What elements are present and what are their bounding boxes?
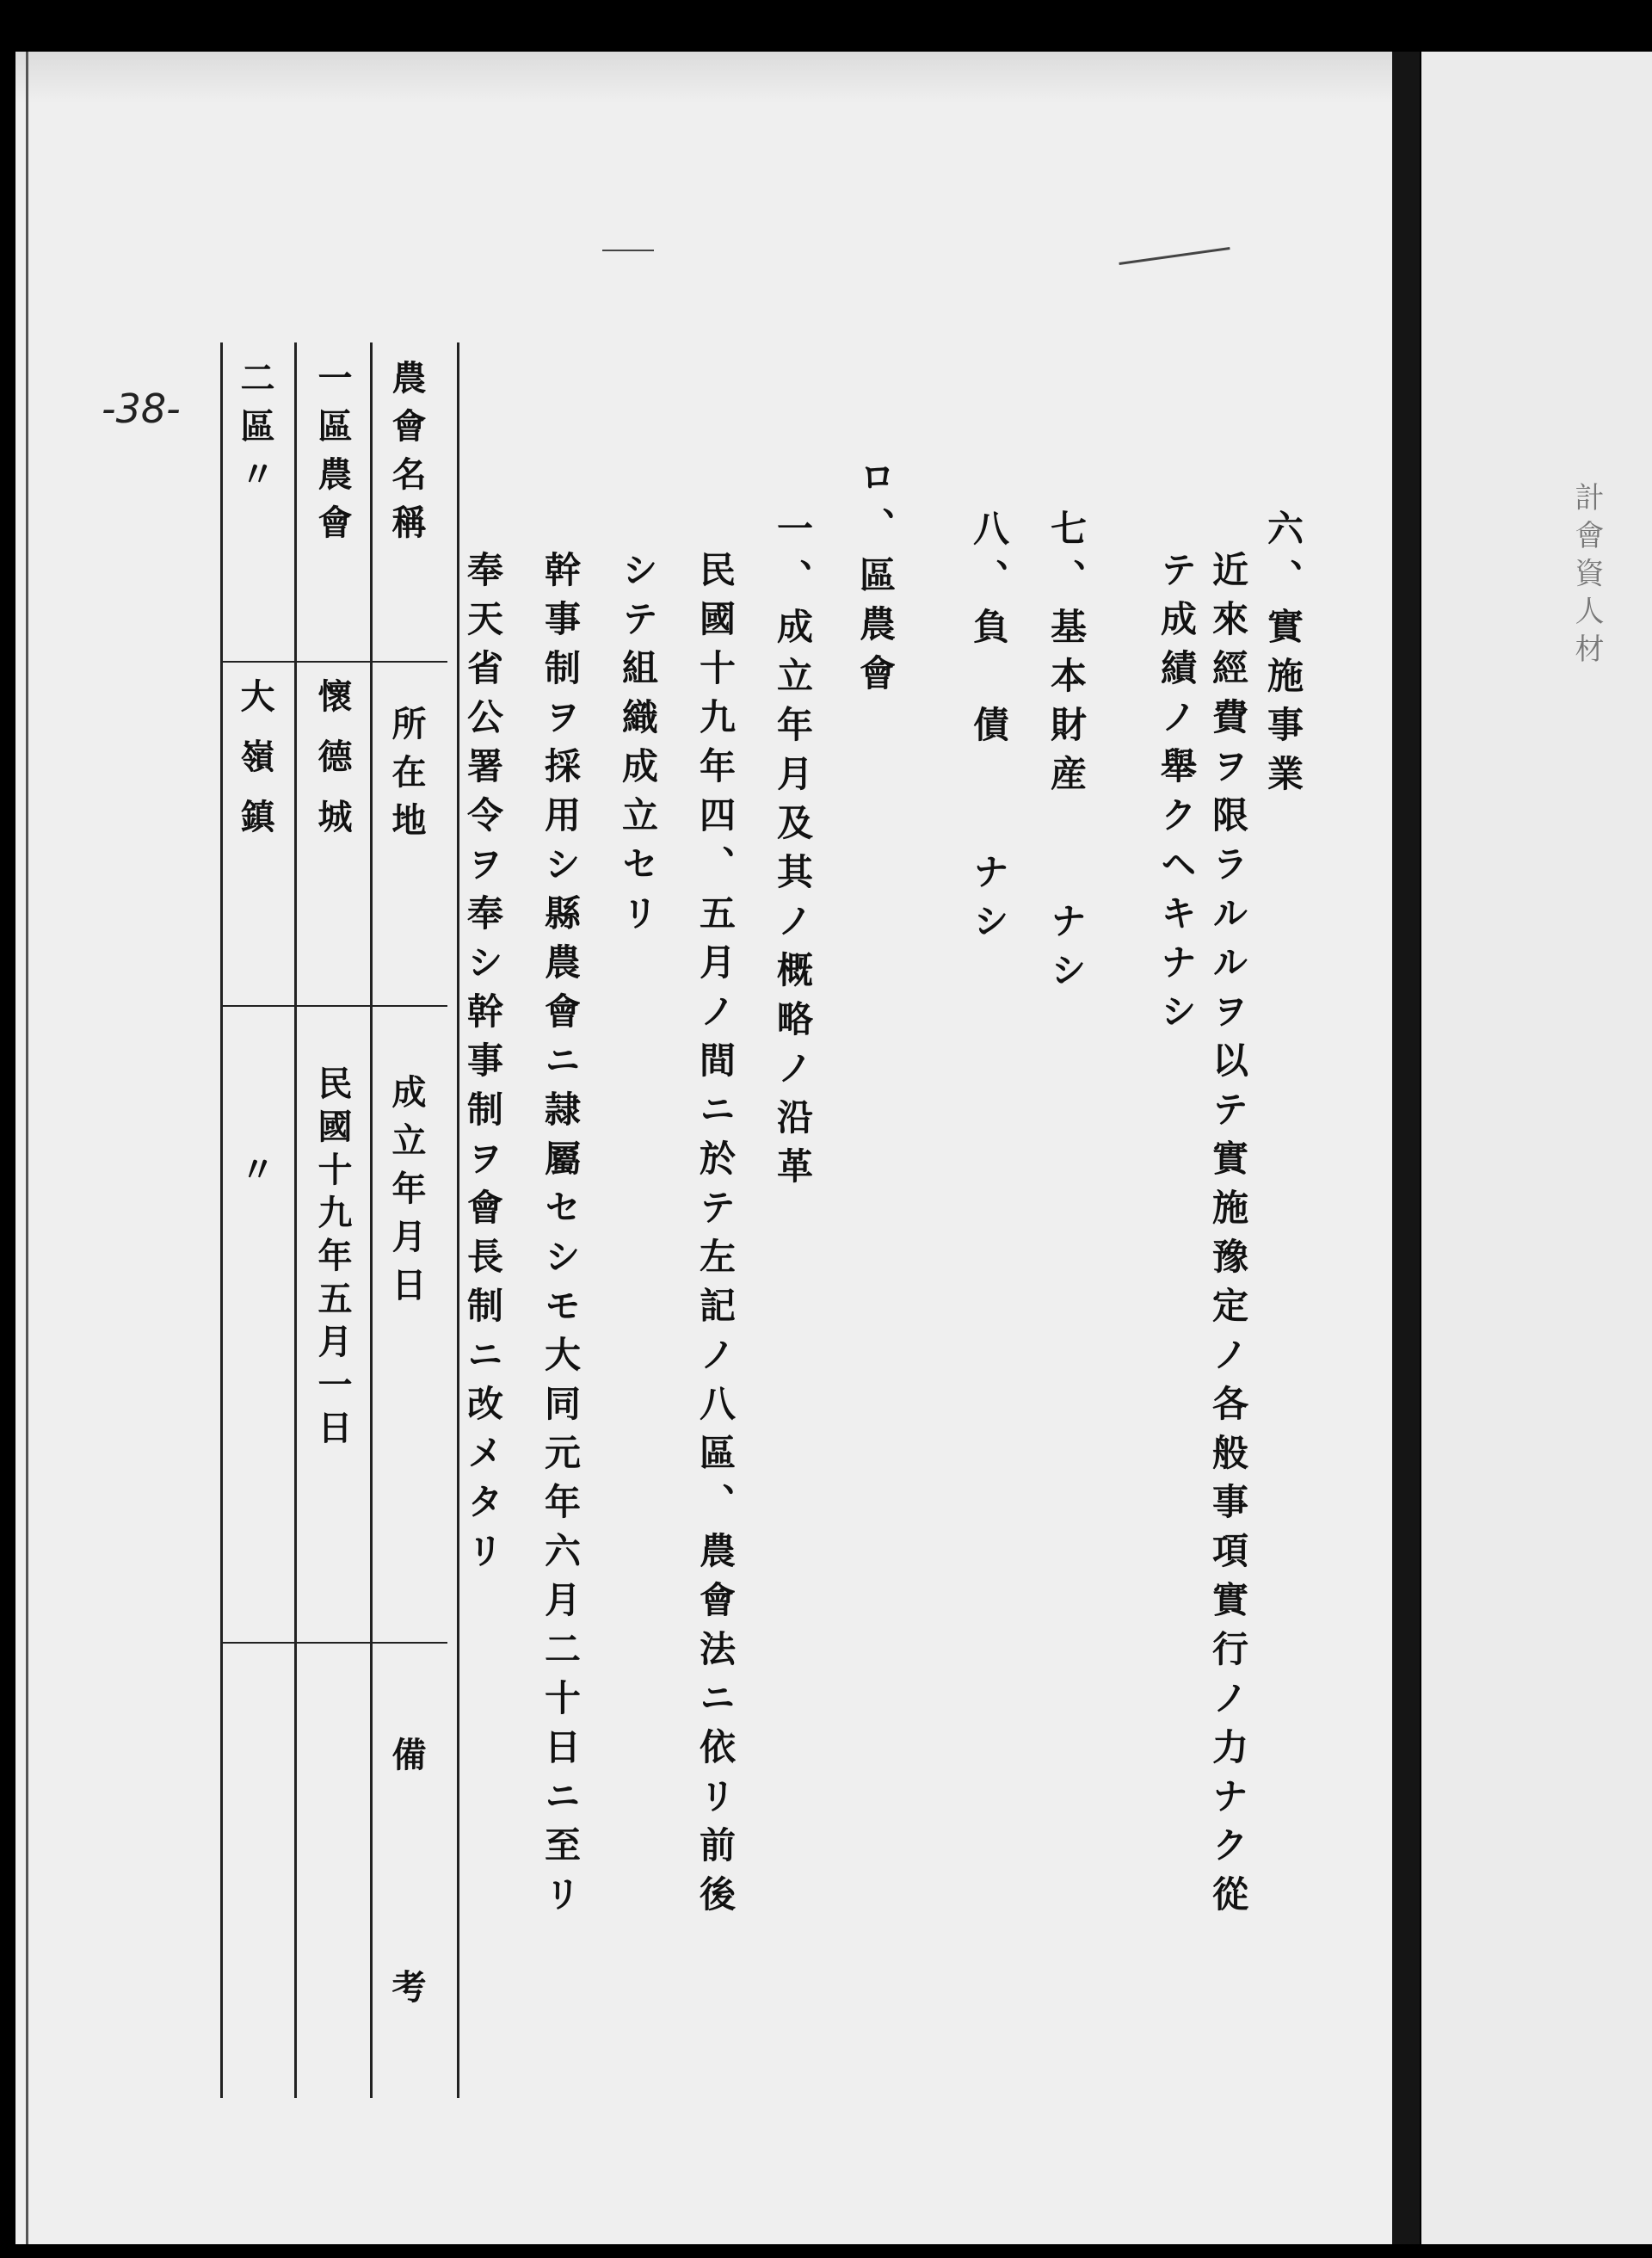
text-line: 民國十九年四、五月ノ間ニ於テ左記ノ八區、農會法ニ依リ前後 <box>694 551 737 1924</box>
table-cell-name: 二區〃 <box>235 360 275 504</box>
table-header-location: 所在地 <box>386 706 427 850</box>
scan-mark <box>602 250 654 251</box>
table-cell-location: 懷德城 <box>312 678 353 859</box>
table-border <box>294 342 297 2098</box>
farmers-association-table <box>220 342 459 2201</box>
table-border <box>370 342 373 2098</box>
table-border <box>220 342 223 2098</box>
book-binding <box>1392 52 1420 2244</box>
adjacent-page <box>1421 52 1652 2244</box>
table-rule <box>220 1005 447 1007</box>
text-line: 近來經費ヲ限ラルルヲ以テ實施豫定ノ各般事項實行ノ力ナク從 <box>1207 551 1249 1924</box>
table-cell-name: 一區農會 <box>312 360 353 552</box>
section-heading-ro: ロ、區農會 <box>854 458 897 703</box>
table-rule <box>220 1642 447 1644</box>
adjacent-page-text: 計會資人材 <box>1569 482 1604 671</box>
table-cell-location: 大嶺鎮 <box>235 678 275 859</box>
table-header-name: 農會名稱 <box>386 360 427 552</box>
table-header-date: 成立年月日 <box>386 1074 427 1315</box>
section-heading-seven: 七、基本財産 ナシ <box>1045 509 1088 1000</box>
text-line: テ成績ノ舉クヘキナシ <box>1156 551 1198 1041</box>
text-line: 奉天省公署令ヲ奉シ幹事制ヲ會長制ニ改メタリ <box>462 551 504 1581</box>
table-cell-date: 〃 <box>235 1151 275 1200</box>
section-heading-six: 六、實施事業 <box>1262 509 1304 804</box>
text-line: 幹事制ヲ採用シ縣農會ニ隷屬セシモ大同元年六月二十日ニ至リ <box>539 551 582 1924</box>
page-top-shading <box>15 52 1402 103</box>
text-line: シテ組織成立セリ <box>617 551 659 943</box>
subsection-heading: 一、成立年月及其ノ概略ノ沿革 <box>772 509 814 1196</box>
table-cell-date: 民國十九年五月一日 <box>312 1065 353 1453</box>
table-border <box>457 342 459 2098</box>
table-header-remarks: 備考 <box>386 1737 427 2201</box>
page-number: -38- <box>102 386 181 432</box>
left-edge-rule <box>26 52 28 2244</box>
section-heading-eight: 八、負 債 ナシ <box>968 509 1010 951</box>
table-rule <box>220 661 447 663</box>
